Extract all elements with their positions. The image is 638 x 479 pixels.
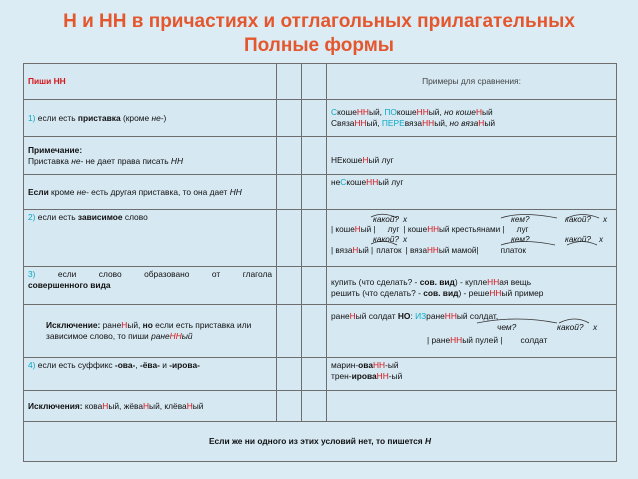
example-line: СкошеННый, ПОкошеННый, но кошеНый (331, 107, 493, 118)
header-left (24, 64, 277, 100)
footer-text: Если же ни одного из этих условий нет, то пишется (208, 436, 425, 447)
exception-row: Исключение: ранеНый, но если есть приставка или зависимое слово, то пиши ранеННый ранеНый солдат НО: ИЗранеННый солдат, чем? какой? х | ранеННый пулей | солдат (24, 305, 617, 358)
header-right-text: Примеры для сравнения: (422, 76, 521, 87)
title-line-1: Н и НН в причастиях и отглагольных прилагательных (63, 11, 575, 32)
example-line: СвязаННый, ПЕРЕвязаННый, но вязаНый (331, 118, 496, 128)
rule-row-other-prefix: Если кроме не- есть другая приставка, то она дает НН неСкошеННый луг (24, 175, 617, 210)
note-row: Примечание: Приставка не- не дает права писать НН НЕкошеНый луг (24, 137, 617, 175)
title-line-2: Полные формы (243, 35, 395, 56)
rules-table (23, 63, 617, 462)
rule-row-perfective: 3) если слово образовано от глагола совершенного вида купить (что сделать? - сов. вид) - куплеННая вещь решить (что сделать? - сов. вид) - решеННый пример (24, 267, 617, 305)
dependent-example-cell: какой? х кем? какой? х | кошеНый | луг | кошеННый крестьянами | луг какой? х кем? какой? х | вязаНый | платок | вязаННый мамой| платок (327, 210, 617, 267)
header-right (327, 64, 617, 100)
note-label: Примечание: (28, 144, 83, 155)
rule-row-suffix: 4) если есть суффикс -ова-, -ёва- и -ирова- марин-оваНН-ый трен-ироваНН-ый (24, 358, 617, 391)
rule-row-dependent: 2) если есть зависимое слово какой? х кем? какой? х | кошеНый | луг | кошеННый крестьянами | луг какой? х кем? какой? х | вязаНый | платок | вязаННый мамой| платок (24, 210, 617, 267)
rule-row-prefix: 1) если есть приставка (кроме не-) СкошеННый, ПОкошеННый, но кошеНый СвязаННый, ПЕРЕвязаННый, но вязаНый (24, 100, 617, 137)
example-cell (327, 100, 617, 137)
exceptions-row: Исключения: коваНый, жёваНый, клёваНый (24, 391, 617, 422)
page-title (0, 10, 638, 58)
footer-cell: Если же ни одного из этих условий нет, то пишется Н (24, 422, 617, 462)
header-left-text: Пиши НН (28, 76, 66, 87)
header-row (24, 64, 617, 100)
footer-row (24, 422, 617, 462)
